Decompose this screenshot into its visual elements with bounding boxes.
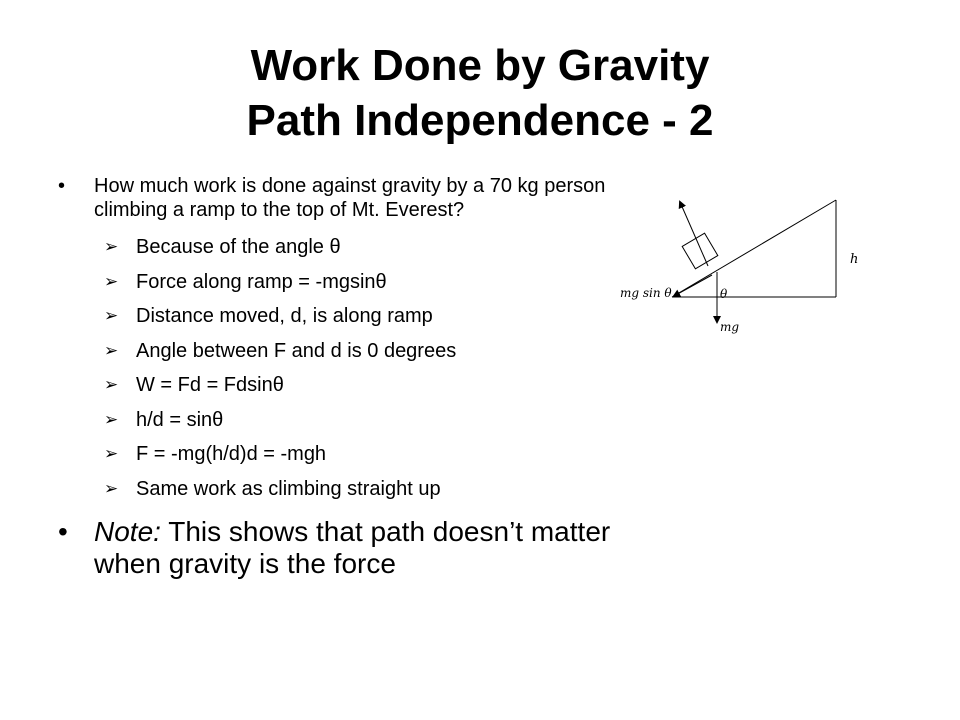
block — [682, 233, 718, 269]
sub-point: ➢ Because of the angle θ — [58, 230, 618, 265]
title-line-2: Path Independence - 2 — [246, 96, 714, 145]
sub-point: ➢ W = Fd = Fdsinθ — [58, 368, 618, 403]
bullet-dot: • — [58, 175, 66, 197]
sub-point: ➢ F = -mg(h/d)d = -mgh — [58, 437, 618, 472]
sub-point: ➢ Same work as climbing straight up — [58, 472, 618, 507]
question-text: How much work is done against gravity by a 70 kg person climbing a ramp to the top of Mt. Everest? — [94, 175, 606, 221]
bullet-dot: • — [58, 516, 68, 547]
arrow-bullet-icon: ➢ — [104, 409, 119, 429]
mgsin-arrow — [674, 275, 712, 296]
note-label: Note: — [94, 516, 161, 547]
question-bullet — [58, 174, 618, 222]
label-h: h — [850, 252, 859, 267]
note-text: This shows that path doesn’t matter when gravity is the force — [94, 516, 611, 579]
arrow-bullet-icon: ➢ — [104, 306, 119, 325]
label-mgsin: mg sin θ — [620, 286, 672, 300]
label-theta: θ — [720, 287, 728, 301]
label-mg: mg — [720, 320, 740, 334]
arrow-bullet-icon: ➢ — [104, 444, 119, 463]
title-line-1: Work Done by Gravity — [250, 41, 710, 90]
arrow-bullet-icon: ➢ — [104, 237, 119, 256]
arrow-bullet-icon: ➢ — [104, 271, 119, 291]
slide-title — [0, 38, 960, 148]
sub-point: ➢ Force along ramp = -mgsinθ — [58, 265, 618, 300]
sub-point: ➢ Angle between F and d is 0 degrees — [58, 334, 618, 369]
sub-point: ➢ Distance moved, d, is along ramp — [58, 299, 618, 334]
arrow-bullet-icon: ➢ — [104, 340, 119, 360]
note-bullet — [58, 516, 618, 580]
arrow-bullet-icon: ➢ — [104, 478, 119, 498]
ramp-diagram — [612, 190, 872, 340]
bullet-list — [58, 174, 618, 580]
sub-point: ➢ h/d = sinθ — [58, 403, 618, 438]
sub-point-list — [58, 230, 618, 506]
arrow-bullet-icon: ➢ — [104, 375, 119, 394]
